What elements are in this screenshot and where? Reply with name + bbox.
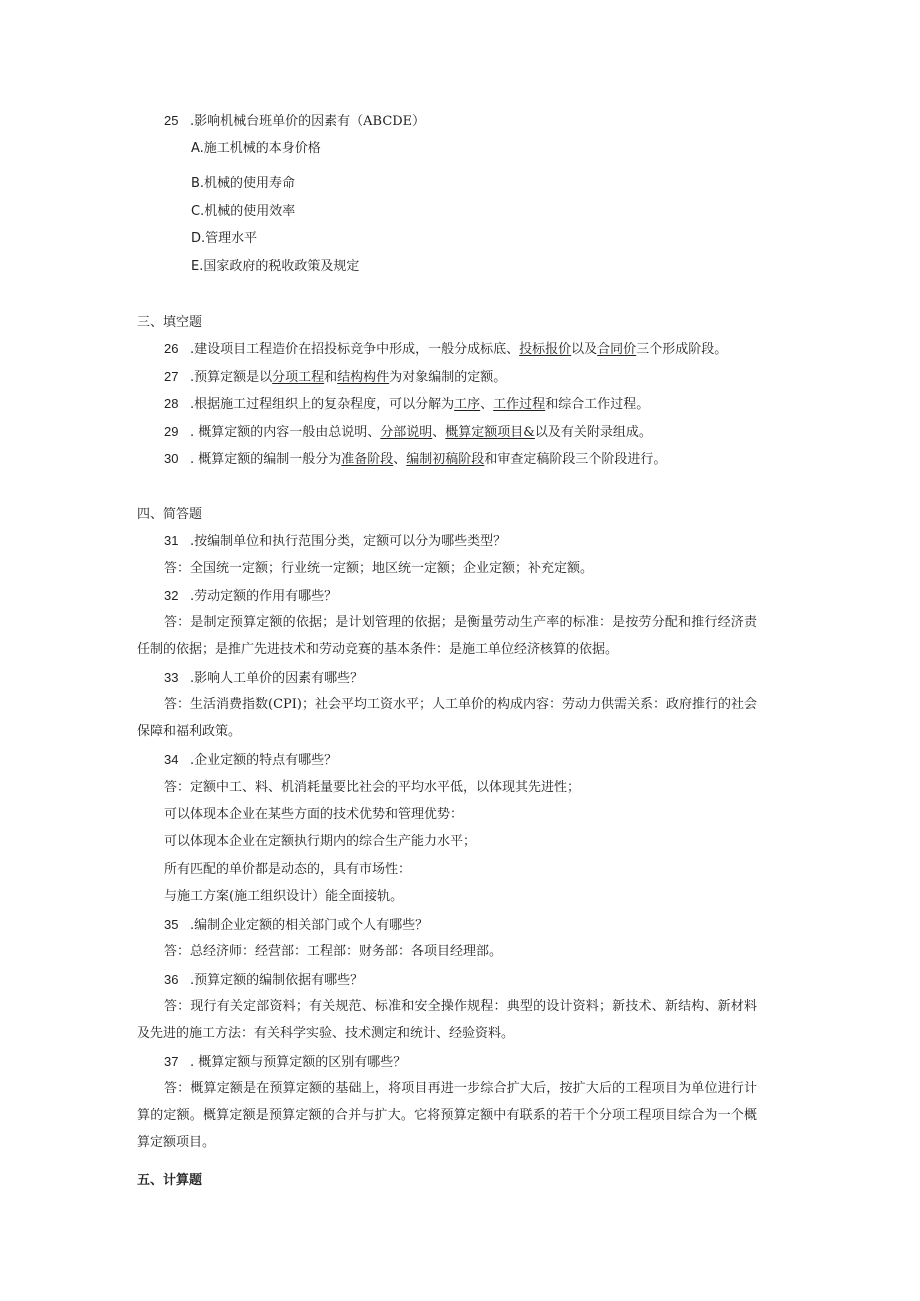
answer-blank: 分项工程 [272, 370, 325, 385]
question-text: .建设项目工程造价在招投标竞争中形成，一般分成标底、 [190, 342, 520, 357]
question-text: .编制企业定额的相关部门或个人有哪些？ [190, 918, 429, 933]
question-25 [164, 112, 425, 131]
question-35 [164, 916, 428, 935]
answer-blank: 分部说明 [380, 425, 433, 440]
answer-blank: 概算定额项目& [445, 425, 535, 440]
question-text: 、 [393, 452, 407, 467]
question-32 [164, 587, 337, 606]
question-text: 、 [480, 397, 494, 412]
question-number: 29 [164, 424, 179, 439]
question-number: 28 [164, 396, 179, 411]
question-text: 三个形成阶段。 [636, 342, 728, 357]
question-28 [164, 395, 649, 414]
answer-34-line: 可以体现本企业在某些方面的技术优势和管理优势： [164, 807, 464, 822]
question-text: 以及 [571, 342, 598, 357]
answer-35: 答：总经济师：经营部：工程部：财务部：各项目经理部。 [164, 944, 503, 959]
answer-34-line: 答：定额中工、料、机消耗量要比社会的平均水平低，以体现其先进性； [164, 780, 581, 795]
section-title-short-answer: 四、简答题 [137, 506, 203, 521]
question-number: 37 [164, 1054, 179, 1069]
question-text: .企业定额的特点有哪些？ [190, 753, 338, 768]
question-26 [164, 340, 727, 359]
answer-33: 答：生活消费指数(CPI)；社会平均工资水平；人工单价的构成内容：劳动力供需关系：政府推行的社会保障和福利政策。 [137, 697, 757, 739]
question-30 [164, 450, 666, 469]
answer-34-line: 所有匹配的单价都是动态的，具有市场性： [164, 862, 412, 877]
option-b: B.机械的使用寿命 [191, 176, 296, 191]
question-text: . 概算定额的内容一般由总说明、 [190, 425, 381, 440]
question-text: .按编制单位和执行范围分类，定额可以分为哪些类型？ [190, 534, 507, 549]
question-text: .预算定额是以 [190, 370, 273, 385]
answer-31: 答：全国统一定额；行业统一定额；地区统一定额；企业定额；补充定额。 [164, 561, 594, 576]
answer-blank: 结构构件 [337, 370, 390, 385]
question-text: .预算定额的编制依据有哪些？ [190, 973, 364, 988]
option-e: E.国家政府的税收政策及规定 [191, 259, 360, 274]
question-31 [164, 532, 506, 551]
question-number: 25 [164, 113, 179, 128]
question-text: . 概算定额与预算定额的区别有哪些？ [190, 1055, 407, 1070]
question-number: 27 [164, 369, 179, 384]
question-text: 、 [432, 425, 446, 440]
question-number: 30 [164, 451, 179, 466]
question-number: 31 [164, 533, 179, 548]
question-text: .影响机械台班单价的因素有（ABCDE） [190, 114, 426, 129]
answer-blank: 工序 [454, 397, 481, 412]
question-36 [164, 971, 363, 990]
question-number: 36 [164, 972, 179, 987]
answer-37: 答：概算定额是在预算定额的基础上，将项目再进一步综合扩大后，按扩大后的工程项目为单位进行计算的定额。概算定额是预算定额的合并与扩大。它将预算定额中有联系的若干个分项工程项目综合为一个概算定额项目。 [137, 1081, 757, 1150]
option-c: C.机械的使用效率 [191, 204, 296, 219]
question-text: 和 [324, 370, 338, 385]
answer-34-line: 与施工方案(施工组织设计）能全面接轨。 [164, 889, 404, 904]
question-text: .劳动定额的作用有哪些？ [190, 589, 338, 604]
answer-34-line: 可以体现本企业在定额执行期内的综合生产能力水平； [164, 834, 477, 849]
question-37 [164, 1053, 406, 1072]
question-text: 为对象编制的定额。 [389, 370, 507, 385]
question-29 [164, 423, 652, 442]
question-text: .影响人工单价的因素有哪些？ [190, 671, 364, 686]
answer-blank: 准备阶段 [341, 452, 394, 467]
question-number: 35 [164, 917, 179, 932]
question-text: .根据施工过程组织上的复杂程度，可以分解为 [190, 397, 455, 412]
option-a: A.施工机械的本身价格 [191, 141, 321, 156]
question-number: 32 [164, 588, 179, 603]
answer-blank: 投标报价 [519, 342, 572, 357]
option-d: D.管理水平 [191, 231, 258, 246]
answer-32: 答：是制定预算定额的依据；是计划管理的依据；是衡量劳动生产率的标准：是按劳分配和推行经济责任制的依据；是推广先进技术和劳动竞赛的基本条件：是施工单位经济核算的依据。 [137, 615, 757, 657]
question-number: 26 [164, 341, 179, 356]
question-text: 和综合工作过程。 [545, 397, 650, 412]
answer-36: 答：现行有关定部资料；有关规范、标准和安全操作规程：典型的设计资料；新技术、新结构、新材料及先进的施工方法：有关科学实验、技术测定和统计、经验资料。 [137, 999, 757, 1041]
question-27 [164, 368, 506, 387]
answer-blank: 编制初稿阶段 [406, 452, 485, 467]
question-text: 以及有关附录组成。 [534, 425, 652, 440]
answer-blank: 工作过程 [493, 397, 546, 412]
question-text: 和审查定稿阶段三个阶段进行。 [484, 452, 667, 467]
answer-blank: 合同价 [597, 342, 637, 357]
question-number: 33 [164, 670, 179, 685]
question-34 [164, 751, 337, 770]
question-text: . 概算定额的编制一般分为 [190, 452, 342, 467]
section-title-calculation: 五、计算题 [137, 1172, 203, 1187]
section-title-fill-blank: 三、填空题 [137, 314, 203, 329]
question-number: 34 [164, 752, 179, 767]
question-33 [164, 669, 363, 688]
